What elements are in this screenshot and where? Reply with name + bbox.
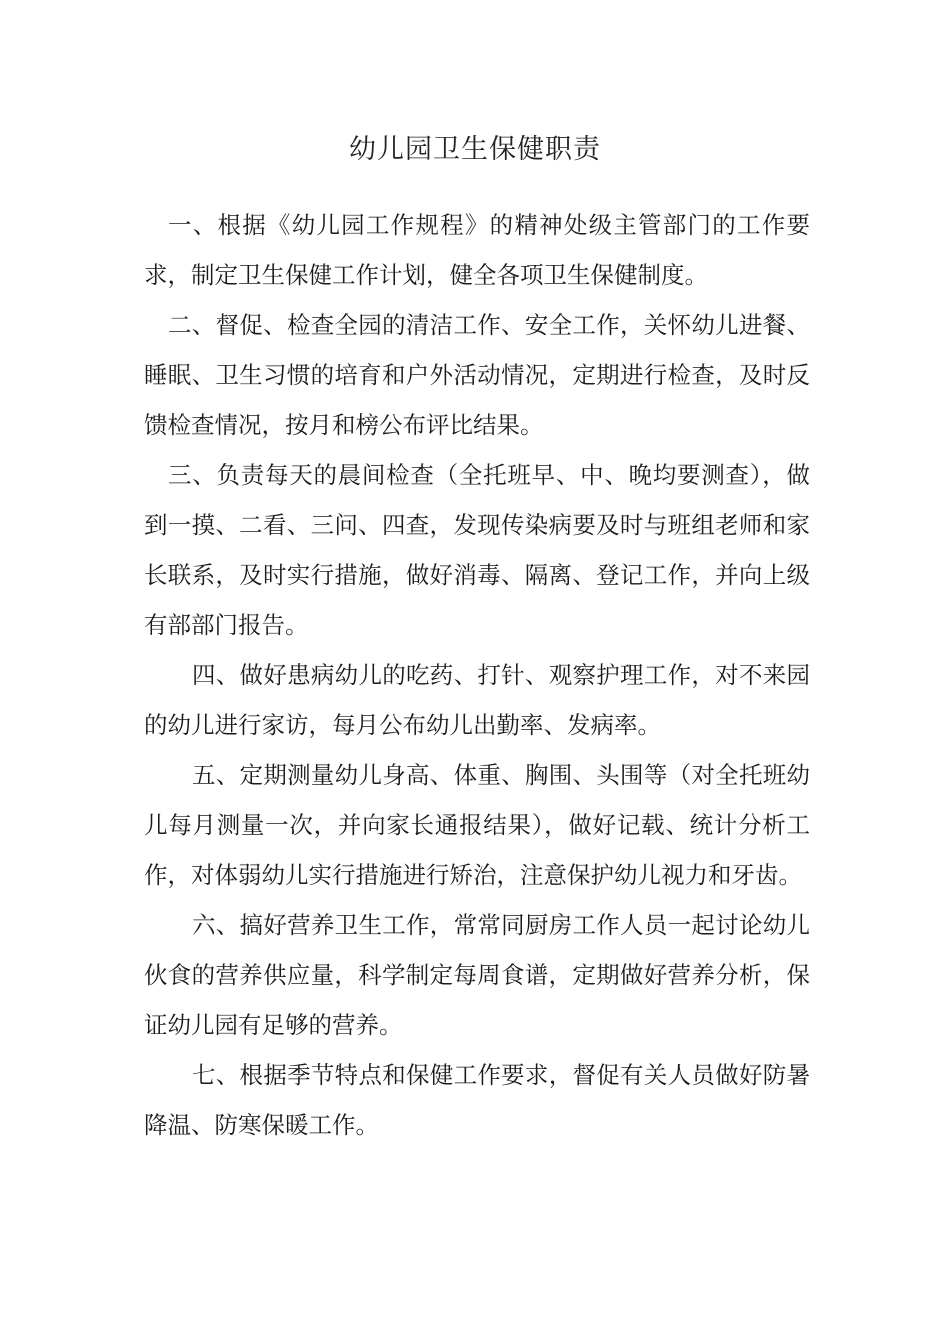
paragraph-1: 一、根据《幼儿园工作规程》的精神处级主管部门的工作要求，制定卫生保健工作计划，健全各项卫生保健制度。 [144,211,810,289]
paragraph-5: 五、定期测量幼儿身高、体重、胸围、头围等（对全托班幼儿每月测量一次，并向家长通报结果），做好记载、统计分析工作，对体弱幼儿实行措施进行矫治，注意保护幼儿视力和牙齿。 [144,761,810,889]
document-title: 幼儿园卫生保健职责 [349,134,601,165]
paragraph-2: 二、督促、检查全园的清洁工作、安全工作，关怀幼儿进餐、睡眠、卫生习惯的培育和户外活动情况，定期进行检查，及时反馈检查情况，按月和榜公布评比结果。 [144,311,810,439]
document-body [144,200,810,1150]
paragraph-4: 四、做好患病幼儿的吃药、打针、观察护理工作，对不来园的幼儿进行家访，每月公布幼儿出勤率、发病率。 [144,661,810,739]
paragraph-6: 六、搞好营养卫生工作，常常同厨房工作人员一起讨论幼儿伙食的营养供应量，科学制定每周食谱，定期做好营养分析，保证幼儿园有足够的营养。 [144,911,810,1039]
paragraph-3: 三、负责每天的晨间检查（全托班早、中、晚均要测查），做到一摸、二看、三问、四查，发现传染病要及时与班组老师和家长联系，及时实行措施，做好消毒、隔离、登记工作，并向上级有部部门报告。 [144,461,810,639]
paragraph-7: 七、根据季节特点和保健工作要求，督促有关人员做好防暑降温、防寒保暖工作。 [144,1061,810,1139]
